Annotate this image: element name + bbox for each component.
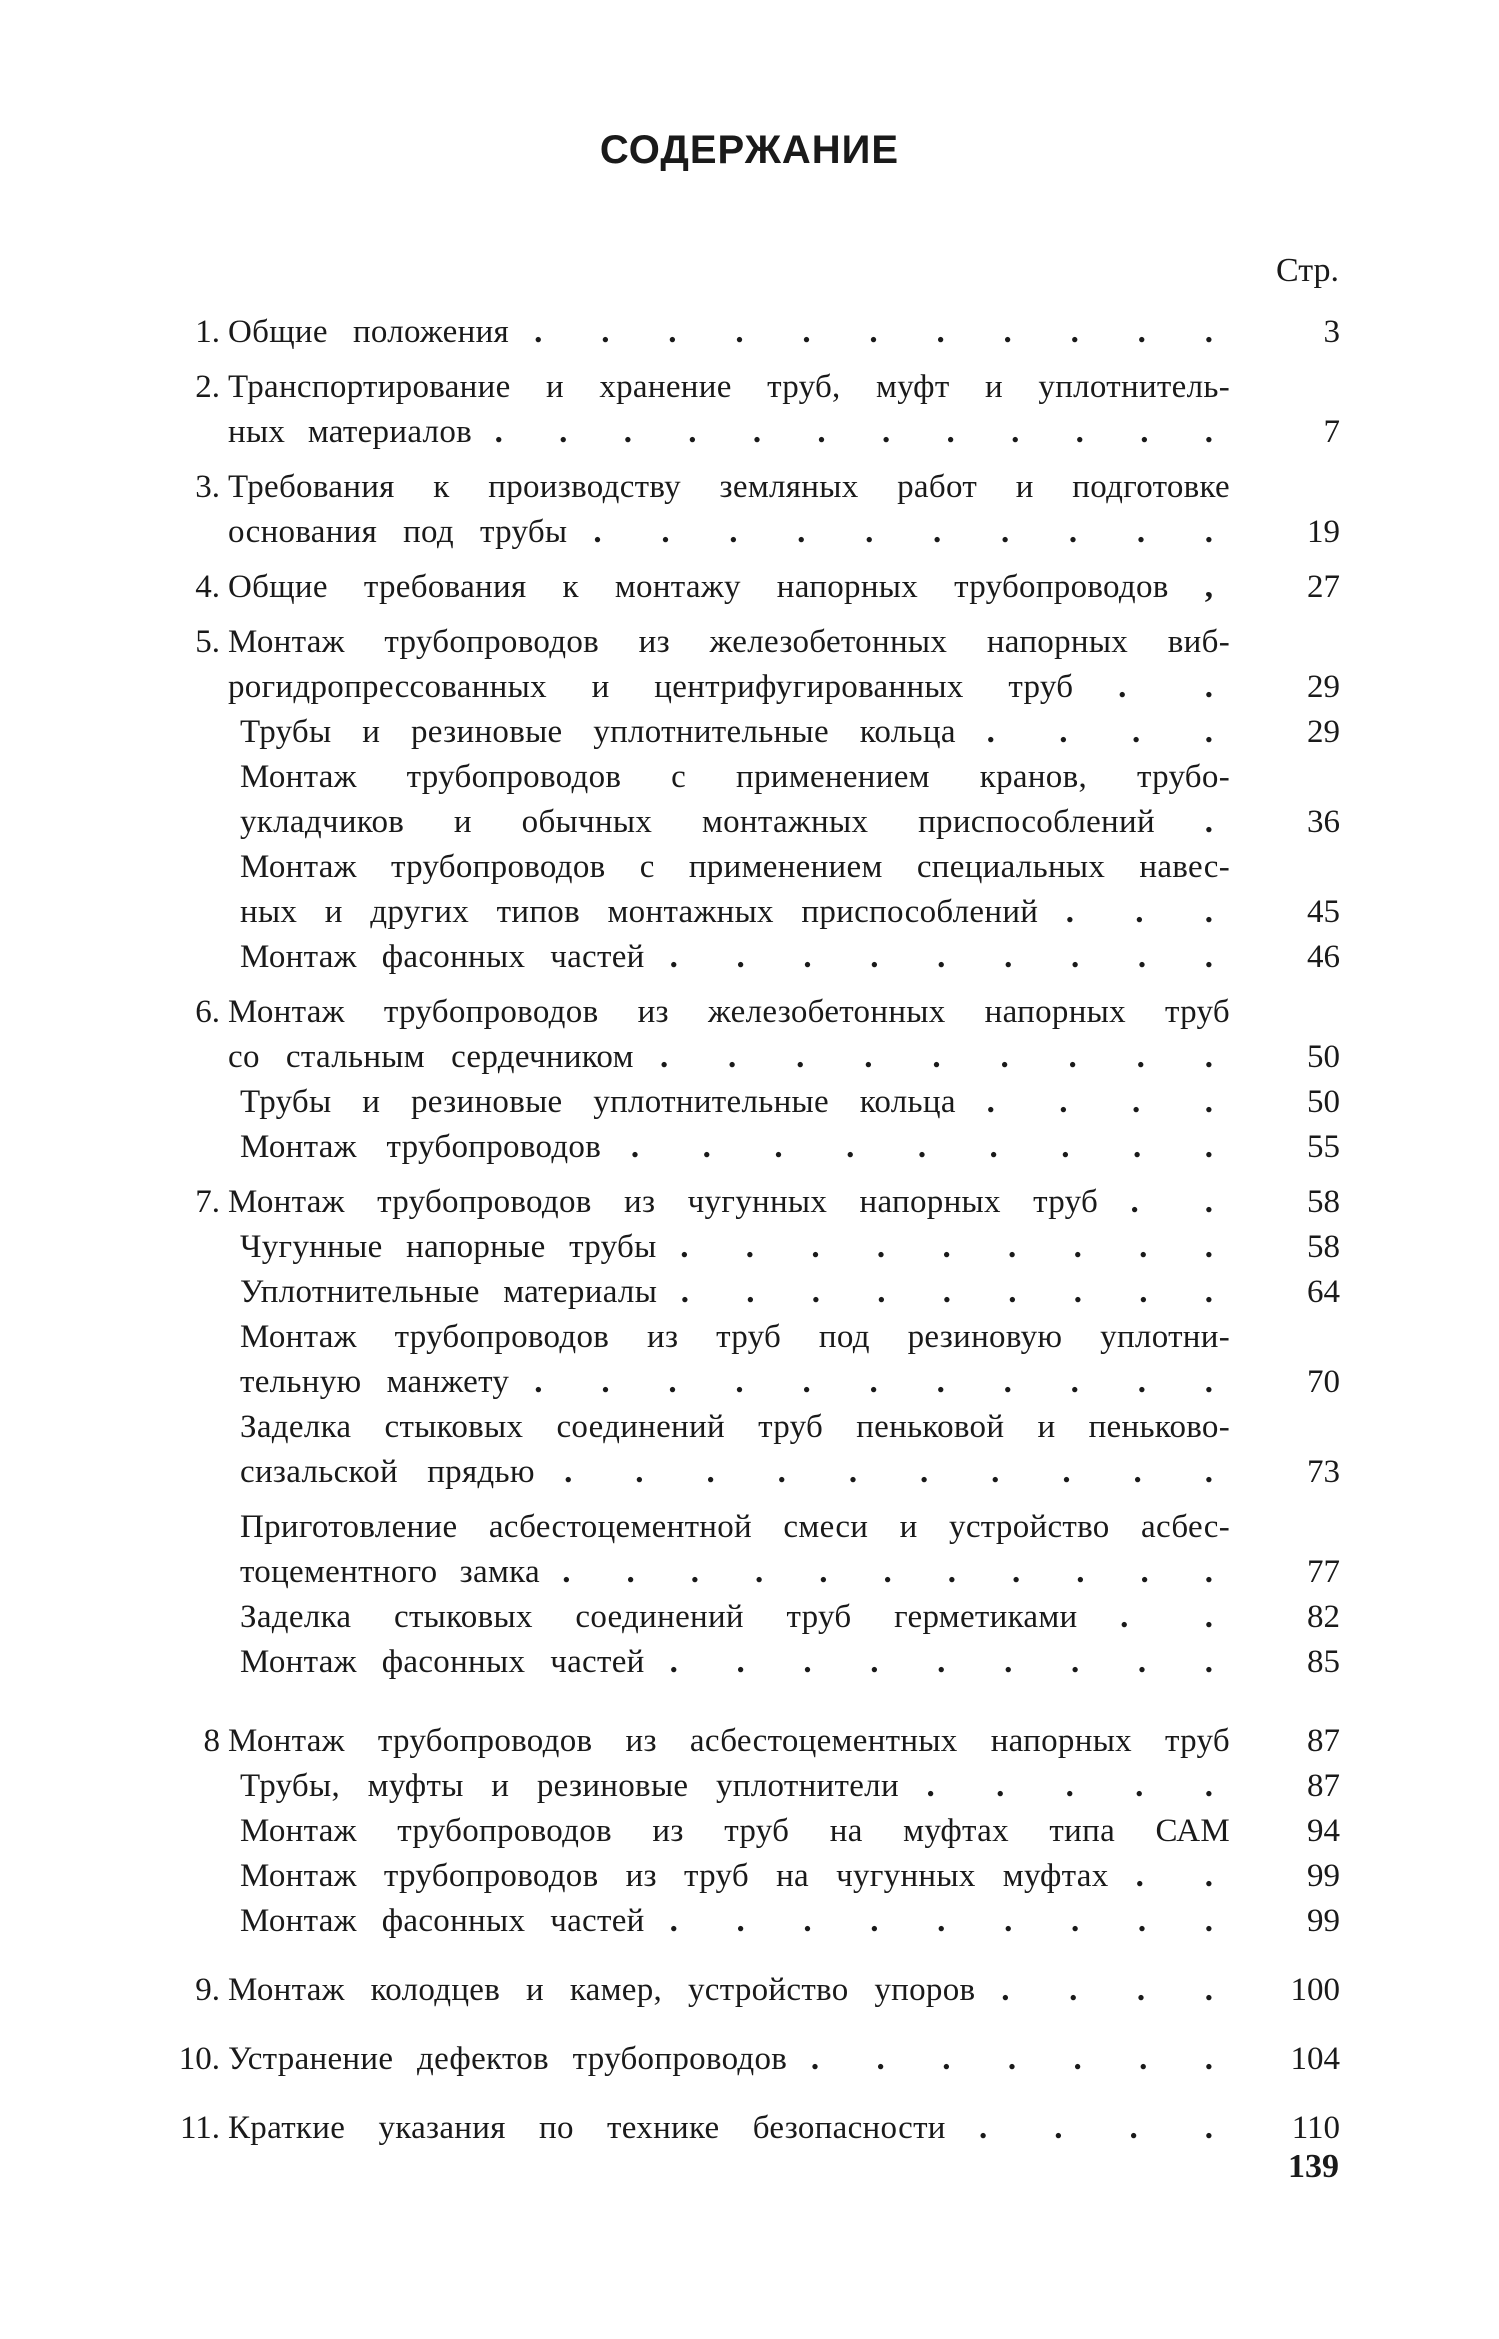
toc-entry-title: Общие требования к монтажу напорных трубопроводов <box>228 569 1169 605</box>
toc-subentry <box>160 1315 1340 1405</box>
toc-entry <box>160 310 1340 355</box>
toc-leader-dots: . . . . . <box>926 1768 1230 1804</box>
page-column-header: Стр. <box>1275 252 1339 289</box>
page-number: 139 <box>1288 2148 1339 2185</box>
toc-page-number: 99 <box>1307 1858 1340 1894</box>
toc-entry-number: 8 <box>203 1723 220 1759</box>
toc-entry <box>160 2106 1340 2151</box>
toc-entry-title: Транспортирование и хранение труб, муфт и уплотнитель- <box>228 369 1230 405</box>
toc-entry-number: 2. <box>195 369 220 405</box>
toc-entry-number: 1. <box>195 314 220 350</box>
toc-entry-number: 3. <box>195 469 220 505</box>
toc-page-number: 58 <box>1307 1184 1340 1220</box>
toc-leader-dots: . . . . . . . . . <box>680 1229 1231 1265</box>
toc-subentry <box>160 845 1340 935</box>
toc-leader-dots: . . . . <box>979 2110 1230 2146</box>
toc-subentry <box>160 1640 1340 1685</box>
toc-page-number: 58 <box>1307 1229 1340 1265</box>
toc-entry-title: Монтаж трубопроводов из труб на муфтах типа САМ <box>240 1813 1230 1849</box>
toc-entry-title: Монтаж фасонных частей <box>240 1644 645 1680</box>
toc-entry-title: Монтаж трубопроводов из труб на чугунных муфтах <box>240 1858 1109 1894</box>
toc-entry-title: Монтаж фасонных частей <box>240 939 645 975</box>
toc-entry-number: 5. <box>195 624 220 660</box>
toc-page-number: 55 <box>1307 1129 1340 1165</box>
toc-leader-dots: . <box>1204 804 1230 840</box>
toc-entry-title: Монтаж колодцев и камер, устройство упоров <box>228 1972 976 2008</box>
toc-entry-title: со стальным сердечником <box>228 1039 634 1075</box>
toc-subentry <box>160 1080 1340 1125</box>
toc-entry-title: Заделка стыковых соединений труб пеньковой и пеньково- <box>240 1409 1230 1445</box>
toc-entry-title: Уплотнительные материалы <box>240 1274 658 1310</box>
toc-page-number: 70 <box>1307 1364 1340 1400</box>
toc-leader-dots: . . . . . . . . . . . <box>562 1554 1230 1590</box>
toc-leader-dots: . . . . . . . . . <box>630 1129 1230 1165</box>
page-title: СОДЕРЖАНИЕ <box>599 128 900 172</box>
toc-leader-dots: . . . . . . . . . . <box>564 1454 1230 1490</box>
toc-leader-dots: . . <box>1120 1599 1231 1635</box>
toc-page-number: 29 <box>1307 714 1340 750</box>
toc-page-number: 27 <box>1307 569 1340 605</box>
toc-entry-title: сизальской прядью <box>240 1454 535 1490</box>
toc-leader-dots: . . . . . . . . . <box>669 1903 1231 1939</box>
toc-leader-dots: . . . . . . . . . . . <box>534 1364 1230 1400</box>
toc-leader-dots: . . . . . . . <box>810 2041 1230 2077</box>
toc-page-number: 50 <box>1307 1084 1340 1120</box>
toc-page-number: 104 <box>1290 2041 1340 2077</box>
toc-entry-title: Требования к производству земляных работ и подготовке <box>228 469 1230 505</box>
toc-leader-dots: . . . . . . . . . . <box>593 514 1230 550</box>
toc-subentry <box>160 935 1340 980</box>
toc-entry-title: ных и других типов монтажных приспособлений <box>240 894 1039 930</box>
toc-subentry <box>160 1595 1340 1640</box>
toc-subentry <box>160 755 1340 845</box>
toc-subentry <box>160 1505 1340 1595</box>
toc-subentry <box>160 1405 1340 1495</box>
toc-entry-number: 11. <box>179 2110 220 2146</box>
toc-entry-number: 9. <box>195 1972 220 2008</box>
toc-subentry <box>160 1270 1340 1315</box>
toc-entry-title: Чугунные напорные трубы <box>240 1229 657 1265</box>
toc-entry-title: ных материалов <box>228 414 473 450</box>
toc-page-number: 82 <box>1307 1599 1340 1635</box>
toc-page-number: 3 <box>1323 314 1340 350</box>
toc-entry <box>160 1719 1340 1764</box>
toc-leader-dots: . . . . . . . . . . . . <box>494 414 1230 450</box>
toc-entry-title: Монтаж трубопроводов из труб под резиновую уплотни- <box>240 1319 1230 1355</box>
toc-entry-title: Трубы, муфты и резиновые уплотнители <box>240 1768 899 1804</box>
toc-entry-number: 10. <box>178 2041 220 2077</box>
toc-page-number: 73 <box>1307 1454 1340 1490</box>
toc-page-number: 46 <box>1307 939 1340 975</box>
toc-page-number: 36 <box>1307 804 1340 840</box>
toc-leader-dots: . . . . . . . . . <box>680 1274 1230 1310</box>
toc-entry-title: Монтаж фасонных частей <box>240 1903 645 1939</box>
toc-leader-dots: . . . . <box>1001 1972 1230 2008</box>
toc-entry-title: рогидропрессованных и центрифугированных труб <box>228 669 1074 705</box>
toc-entry <box>160 365 1340 455</box>
table-of-contents <box>160 300 1340 2151</box>
toc-entry-title: Монтаж трубопроводов из железобетонных напорных виб- <box>228 624 1230 660</box>
toc-leader-dots: . . <box>1135 1858 1230 1894</box>
toc-page-number: 110 <box>1291 2110 1340 2146</box>
toc-leader-dots: . . . . . . . . . <box>659 1039 1230 1075</box>
toc-entry <box>160 1968 1340 2013</box>
toc-entry-title: Трубы и резиновые уплотнительные кольца <box>240 714 956 750</box>
toc-entry-number: 7. <box>195 1184 220 1220</box>
toc-entry <box>160 990 1340 1080</box>
toc-entry-title: Монтаж трубопроводов из асбестоцементных напорных труб <box>228 1723 1230 1759</box>
toc-subentry <box>160 1225 1340 1270</box>
toc-page-number: 50 <box>1307 1039 1340 1075</box>
toc-entry <box>160 2037 1340 2082</box>
toc-entry-title: тельную манжету <box>240 1364 510 1400</box>
toc-entry-title: Устранение дефектов трубопроводов <box>228 2041 788 2077</box>
toc-subentry <box>160 710 1340 755</box>
toc-subentry <box>160 1899 1340 1944</box>
toc-entry-title: Приготовление асбестоцементной смеси и устройство асбес- <box>240 1509 1230 1545</box>
toc-entry-number: 4. <box>195 569 220 605</box>
toc-entry-title: Трубы и резиновые уплотнительные кольца <box>240 1084 956 1120</box>
toc-entry-title: Общие положения <box>228 314 510 350</box>
toc-leader-dots: . . . <box>1065 894 1230 930</box>
toc-page-number: 77 <box>1307 1554 1340 1590</box>
toc-leader-dots: . . . . . . . . . <box>669 1644 1231 1680</box>
toc-entry <box>160 620 1340 710</box>
toc-entry <box>160 465 1340 555</box>
toc-entry-title: тоцементного замка <box>240 1554 540 1590</box>
toc-entry-title: Краткие указания по технике безопасности <box>228 2110 946 2146</box>
toc-leader-dots: . . . . <box>986 714 1230 750</box>
toc-entry <box>160 1180 1340 1225</box>
toc-page-number: 85 <box>1307 1644 1340 1680</box>
toc-entry-title: Заделка стыковых соединений труб герметиками <box>240 1599 1078 1635</box>
toc-leader-dots: . . . . . . . . . . . <box>534 314 1230 350</box>
toc-entry-title: Монтаж трубопроводов с применением кранов, трубо- <box>240 759 1230 795</box>
toc-page-number: 99 <box>1307 1903 1340 1939</box>
toc-page-number: 7 <box>1323 414 1340 450</box>
toc-entry-title: Монтаж трубопроводов с применением специальных навес- <box>240 849 1230 885</box>
toc-entry-title: Монтаж трубопроводов из железобетонных напорных труб <box>228 994 1230 1030</box>
toc-leader-dots: . . <box>1118 669 1230 705</box>
toc-page-number: 100 <box>1290 1972 1340 2008</box>
toc-leader-dots: . . <box>1130 1184 1230 1220</box>
toc-subentry <box>160 1854 1340 1899</box>
toc-entry-title: Монтаж трубопроводов из чугунных напорных труб <box>228 1184 1099 1220</box>
toc-page-number: 29 <box>1307 669 1340 705</box>
toc-subentry <box>160 1764 1340 1809</box>
toc-leader-dots: . . . . . . . . . <box>669 939 1231 975</box>
toc-page-number: 64 <box>1307 1274 1340 1310</box>
toc-page-number: 87 <box>1307 1723 1340 1759</box>
toc-page-number: 87 <box>1307 1768 1340 1804</box>
toc-page-number: 45 <box>1307 894 1340 930</box>
toc-entry-number: 6. <box>195 994 220 1030</box>
toc-subentry <box>160 1809 1340 1854</box>
toc-subentry <box>160 1125 1340 1170</box>
toc-page-number: 19 <box>1307 514 1340 550</box>
toc-entry <box>160 565 1340 610</box>
toc-entry-title: Монтаж трубопроводов <box>240 1129 602 1165</box>
toc-leader-dots: . . . . <box>986 1084 1230 1120</box>
toc-entry-title: укладчиков и обычных монтажных приспособлений <box>240 804 1155 840</box>
toc-leader-dots: , <box>1204 569 1230 605</box>
toc-entry-title: основания под трубы <box>228 514 568 550</box>
toc-page-number: 94 <box>1307 1813 1340 1849</box>
